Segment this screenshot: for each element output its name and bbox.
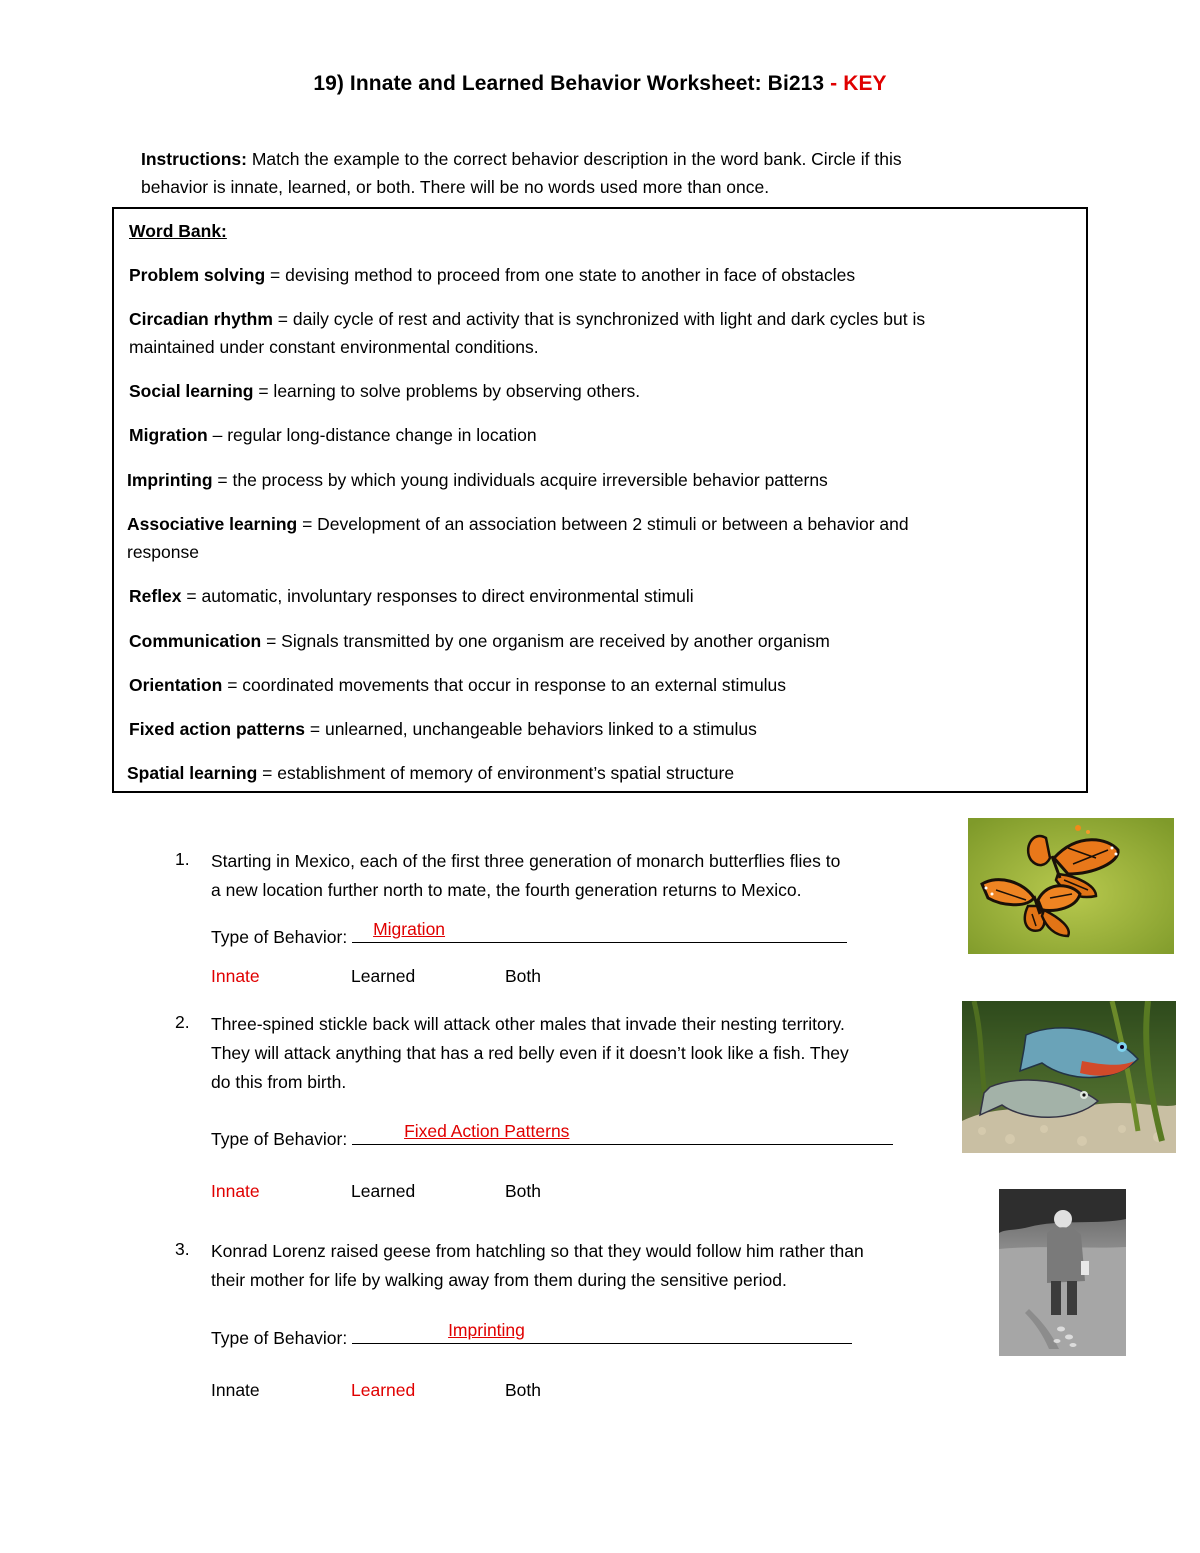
question-2-choices (211, 1181, 611, 1205)
definition: = learning to solve problems by observing others. (253, 381, 641, 401)
question-1-number: 1. (175, 849, 190, 869)
word-bank-entry-communication (129, 627, 1069, 655)
type-label: Type of Behavior: (211, 1328, 353, 1348)
fish-illustration (962, 1001, 1176, 1153)
question-1-text (211, 847, 840, 905)
choice-innate[interactable]: Innate (211, 966, 260, 986)
definition: = unlearned, unchangeable behaviors linked to a stimulus (305, 719, 757, 739)
term: Reflex (129, 586, 182, 606)
answer-3: Imprinting (448, 1320, 525, 1340)
word-bank-entry-social-learning (129, 377, 1069, 405)
word-bank-entry-circadian-rhythm (129, 305, 1069, 361)
term: Imprinting (127, 470, 213, 490)
definition: = establishment of memory of environment’s spatial structure (257, 763, 735, 783)
word-bank-entry-problem-solving (129, 261, 1069, 289)
question-3-text (211, 1237, 864, 1295)
question-3-type-row (211, 1320, 852, 1349)
word-bank-entry-imprinting (127, 466, 1067, 494)
word-bank-entry-fixed-action-patterns (129, 715, 1069, 743)
question-3-choices (211, 1380, 611, 1404)
title-main: 19) Innate and Learned Behavior Worksheet: Bi213 (313, 72, 825, 95)
instructions (141, 145, 1041, 201)
question-2-number: 2. (175, 1012, 190, 1032)
term: Circadian rhythm (129, 309, 273, 329)
word-bank-title: Word Bank: (129, 221, 227, 241)
type-label: Type of Behavior: (211, 927, 353, 947)
stickleback-fish-photo (962, 1001, 1176, 1153)
worksheet-title (0, 72, 1200, 96)
term: Problem solving (129, 265, 266, 285)
question-line: do this from birth. (211, 1072, 347, 1092)
answer-1: Migration (373, 919, 446, 939)
question-line: Three-spined stickle back will attack other males that invade their nesting territory. (211, 1014, 845, 1034)
word-bank-entry-associative-learning (127, 510, 1067, 566)
choice-both[interactable]: Both (505, 1181, 541, 1201)
definition-cont: maintained under constant environmental conditions. (129, 337, 539, 357)
definition: = the process by which young individuals acquire irreversible behavior patterns (212, 470, 828, 490)
title-key: KEY (843, 72, 887, 95)
question-line: Starting in Mexico, each of the first three generation of monarch butterflies flies to (211, 851, 841, 871)
word-bank-entry-orientation (129, 671, 1069, 699)
answer-2: Fixed Action Patterns (404, 1121, 570, 1141)
word-bank-entry-spatial-learning (127, 759, 1067, 787)
question-2-text (211, 1010, 849, 1097)
question-3-number: 3. (175, 1239, 190, 1259)
choice-both[interactable]: Both (505, 1380, 541, 1400)
type-label: Type of Behavior: (211, 1129, 353, 1149)
definition: = automatic, involuntary responses to direct environmental stimuli (181, 586, 694, 606)
word-bank-entry-reflex (129, 582, 1069, 610)
question-1-choices (211, 966, 611, 990)
choice-innate[interactable]: Innate (211, 1181, 260, 1201)
instructions-line2: behavior is innate, learned, or both. There will be no words used more than once. (141, 177, 770, 197)
choice-both[interactable]: Both (505, 966, 541, 986)
definition: = daily cycle of rest and activity that is synchronized with light and dark cycles but is (272, 309, 926, 329)
choice-innate[interactable]: Innate (211, 1380, 260, 1400)
konrad-lorenz-geese-photo (999, 1189, 1126, 1356)
question-1-type-row (211, 919, 847, 948)
instructions-line1: Match the example to the correct behavior description in the word bank. Circle if this (246, 149, 902, 169)
instructions-label: Instructions: (141, 149, 247, 169)
butterflies-illustration (968, 818, 1174, 954)
choice-learned[interactable]: Learned (351, 966, 416, 986)
term: Migration (129, 425, 208, 445)
word-bank-entry-migration (129, 421, 1069, 449)
answer-line-2[interactable] (352, 1121, 893, 1145)
question-line: Konrad Lorenz raised geese from hatchling so that they would follow him rather than (211, 1241, 864, 1261)
term: Associative learning (127, 514, 298, 534)
definition-cont: response (127, 542, 199, 562)
term: Orientation (129, 675, 223, 695)
definition: = devising method to proceed from one state to another in face of obstacles (265, 265, 856, 285)
definition: – regular long-distance change in location (207, 425, 537, 445)
choice-learned[interactable]: Learned (351, 1181, 416, 1201)
monarch-butterflies-photo (968, 818, 1174, 954)
definition: = coordinated movements that occur in response to an external stimulus (222, 675, 787, 695)
question-line: a new location further north to mate, the fourth generation returns to Mexico. (211, 880, 802, 900)
definition: = Development of an association between 2 stimuli or between a behavior and (297, 514, 909, 534)
question-line: their mother for life by walking away from them during the sensitive period. (211, 1270, 787, 1290)
term: Spatial learning (127, 763, 258, 783)
term: Communication (129, 631, 262, 651)
definition: = Signals transmitted by one organism are received by another organism (261, 631, 830, 651)
answer-line-1[interactable] (352, 919, 847, 943)
term: Social learning (129, 381, 254, 401)
question-2-type-row (211, 1121, 893, 1150)
term: Fixed action patterns (129, 719, 306, 739)
word-bank-box (112, 207, 1088, 793)
question-line: They will attack anything that has a red belly even if it doesn’t look like a fish. They (211, 1043, 849, 1063)
lorenz-illustration (999, 1189, 1126, 1356)
choice-learned[interactable]: Learned (351, 1380, 416, 1400)
title-dash: - (824, 72, 844, 95)
answer-line-3[interactable] (352, 1320, 852, 1344)
